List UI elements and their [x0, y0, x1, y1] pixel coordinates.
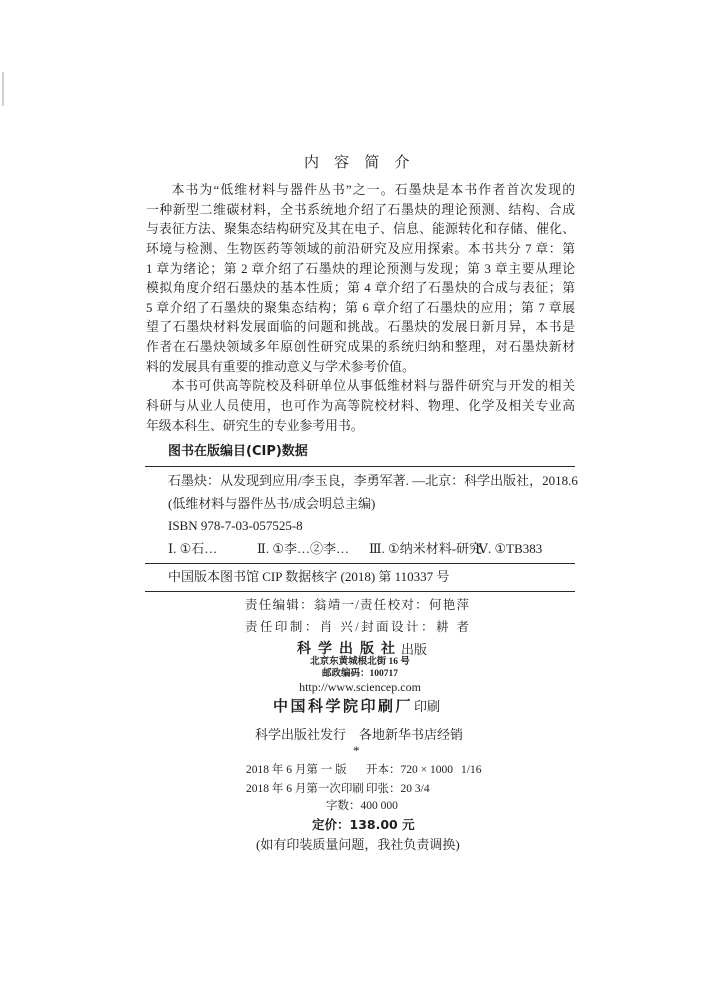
- distribution-line: 科学出版社发行 各地新华书店经销: [255, 727, 464, 742]
- publisher-name: 科学出版社: [297, 642, 402, 657]
- quality-notice: (如有印装质量问题，我社负责调换): [256, 837, 460, 852]
- summary-line: 环境与检测、生物医药等领域的前沿研究及应用探索。本书共分 7 章：第: [146, 241, 575, 256]
- summary-body: [146, 181, 575, 436]
- publisher-postcode: 邮政编码：100717: [321, 669, 398, 679]
- cip-classification-item: Ⅱ. ①李…②李…: [257, 541, 349, 556]
- scan-edge-mark: [2, 72, 4, 106]
- cip-classification-item: Ⅰ. ①石…: [168, 541, 218, 556]
- summary-line: 科研与从业人员使用，也可作为高等院校材料、物理、化学及相关专业高: [146, 399, 575, 414]
- section-title: 内 容 简 介: [304, 155, 410, 171]
- summary-line: 5 章介绍了石墨炔的聚集态结构；第 6 章介绍了石墨炔的应用；第 7 章展: [146, 300, 575, 315]
- printing-date: 2018 年 6 月第一次印刷: [246, 783, 364, 795]
- printer-action: 印刷: [414, 699, 441, 714]
- cip-classification-item: Ⅳ. ①TB383: [475, 541, 543, 556]
- summary-line: 与表征方法、聚集态结构研究及其在电子、信息、能源转化和存储、催化、: [146, 222, 575, 237]
- edition-date: 2018 年 6 月第 一 版: [246, 764, 347, 776]
- summary-paragraph: [146, 181, 575, 377]
- publisher-url: http://www.sciencep.com: [299, 680, 421, 694]
- cip-top-rule: [145, 466, 575, 467]
- publisher-address: 北京东黄城根北街 16 号: [310, 657, 410, 667]
- publisher-action: 出版: [401, 642, 428, 657]
- printer-name: 中国科学院印刷厂: [273, 699, 414, 715]
- credits-editor-line: 责任编辑：翁靖一/责任校对：何艳萍: [245, 598, 469, 612]
- summary-line: 望了石墨炔材料发展面临的问题和挑战。石墨炔的发展日新月异，本书是: [146, 320, 575, 335]
- summary-line: 作者在石墨炔领域多年原创性研究成果的系统归纳和整理，对石墨炔新材: [146, 340, 575, 355]
- cip-approval-line: 中国版本图书馆 CIP 数据核字 (2018) 第 110337 号: [168, 569, 450, 584]
- cip-classification-item: Ⅲ. ①纳米材料-研究: [369, 541, 483, 556]
- cip-isbn-line: ISBN 978-7-03-057525-8: [168, 518, 303, 533]
- credits-printing-line: 责任印制：肖 兴/封面设计：耕 者: [245, 620, 469, 634]
- summary-paragraph: [146, 377, 575, 436]
- cip-bottom-rule: [145, 591, 575, 592]
- printed-sheets: 印张：20 3/4: [366, 783, 430, 795]
- cip-middle-rule: [145, 563, 575, 564]
- summary-line: 1 章为绪论；第 2 章介绍了石墨炔的理论预测与发现；第 3 章主要从理论: [146, 261, 575, 276]
- cip-series-line: (低维材料与器件丛书/成会明总主编): [168, 496, 376, 511]
- format-size: 开本：720 × 1000: [366, 764, 453, 776]
- cip-heading: 图书在版编目(CIP)数据: [168, 444, 308, 459]
- summary-line: 年级本科生、研究生的专业参考用书。: [146, 418, 364, 433]
- summary-line: 本书为“低维材料与器件丛书”之一。石墨炔是本书作者首次发现的: [171, 183, 575, 197]
- cip-title-line: 石墨炔：从发现到应用/李玉良，李勇军著. —北京：科学出版社，2018.6: [168, 473, 578, 488]
- summary-line: 模拟角度介绍石墨炔的基本性质；第 4 章介绍了石墨炔的合成与表征；第: [146, 281, 575, 296]
- separator-star: *: [353, 743, 360, 758]
- summary-line: 一种新型二维碳材料，全书系统地介绍了石墨炔的理论预测、结构、合成: [146, 202, 575, 217]
- word-count: 字数：400 000: [326, 800, 398, 812]
- format-fraction: 1/16: [461, 764, 482, 776]
- summary-line: 料的发展具有重要的推动意义与学术参考价值。: [146, 359, 415, 374]
- summary-line: 本书可供高等院校及科研单位从事低维材料与器件研究与开发的相关: [171, 379, 575, 394]
- price: 定价：138.00 元: [312, 817, 415, 832]
